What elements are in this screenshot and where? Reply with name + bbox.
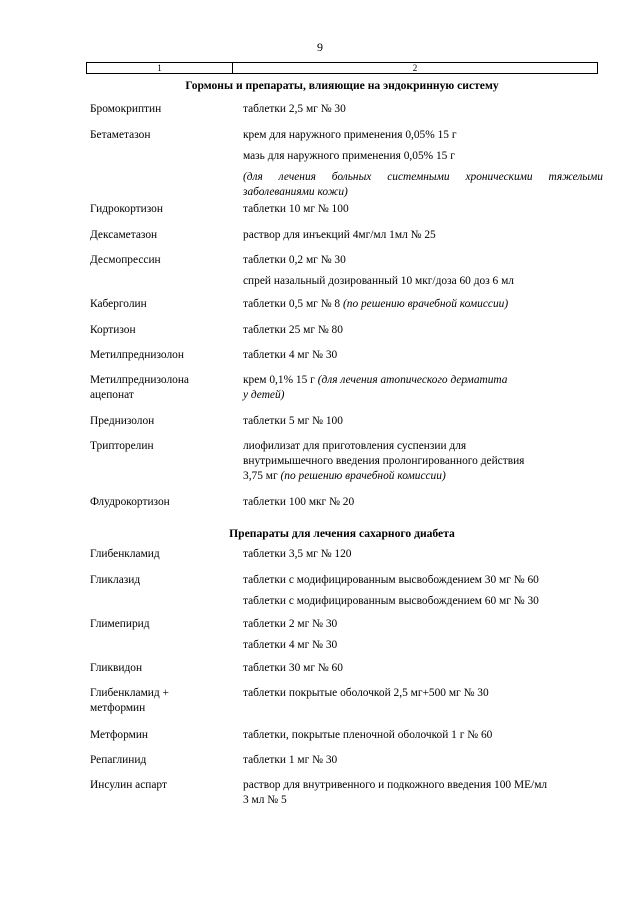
dosage-forms	[243, 547, 603, 562]
drug-name-line: Глибенкламид	[90, 548, 160, 560]
dosage-line	[243, 274, 603, 289]
dosage-form	[243, 102, 603, 117]
dosage-text: таблетки 0,5 мг № 8	[243, 298, 343, 310]
dosage-form	[243, 348, 603, 363]
dosage-form	[243, 439, 603, 484]
dosage-form	[243, 323, 603, 338]
dosage-text: таблетки 4 мг № 30	[243, 349, 338, 361]
dosage-line	[243, 638, 603, 653]
drug-name	[90, 617, 240, 632]
drug-name	[90, 297, 240, 312]
dosage-text: раствор для внутривенного и подкожного введения 100 МЕ/мл	[243, 779, 548, 791]
drug-name	[90, 414, 240, 429]
drug-name-line: Флудрокортизон	[90, 496, 170, 508]
dosage-forms	[243, 495, 603, 510]
dosage-form	[243, 495, 603, 510]
dosage-note: (по решению врачебной комиссии)	[280, 470, 446, 482]
dosage-line	[243, 547, 603, 562]
dosage-line	[243, 469, 603, 484]
drug-name-line: Бетаметазон	[90, 129, 151, 141]
section-title: Гормоны и препараты, влияющие на эндокринную систему	[185, 79, 499, 92]
dosage-line	[243, 495, 603, 510]
dosage-text: мазь для наружного применения 0,05% 15 г	[243, 150, 455, 162]
dosage-form	[243, 202, 603, 217]
dosage-line	[243, 439, 603, 454]
dosage-form	[243, 547, 603, 562]
dosage-form	[243, 686, 603, 701]
dosage-text: таблетки с модифицированным высвобождением 30 мг № 60	[243, 574, 539, 586]
dosage-form	[243, 297, 603, 312]
drug-name-line: Преднизолон	[90, 415, 155, 427]
drug-name-line: Глимепирид	[90, 618, 150, 630]
drug-name	[90, 753, 240, 768]
drug-name	[90, 128, 240, 143]
dosage-forms	[243, 439, 603, 484]
dosage-forms	[243, 617, 603, 653]
drug-name-line: Бромокриптин	[90, 103, 162, 115]
drug-name	[90, 102, 240, 117]
drug-name	[90, 495, 240, 510]
dosage-form	[243, 728, 603, 743]
section-title: Препараты для лечения сахарного диабета	[229, 527, 455, 540]
dosage-text: таблетки 3,5 мг № 120	[243, 548, 352, 560]
dosage-line	[243, 102, 603, 117]
dosage-line	[243, 778, 603, 793]
dosage-text: внутримышечного введения пролонгированного действия	[243, 455, 525, 467]
drug-name-line: Гликлазид	[90, 574, 141, 586]
dosage-form	[243, 253, 603, 268]
drug-name	[90, 439, 240, 454]
dosage-text: таблетки 2 мг № 30	[243, 618, 338, 630]
dosage-line	[243, 348, 603, 363]
dosage-text: таблетки 2,5 мг № 30	[243, 103, 346, 115]
drug-name-line: Каберголин	[90, 298, 147, 310]
dosage-form	[243, 128, 603, 143]
dosage-line	[243, 686, 603, 701]
dosage-forms	[243, 573, 603, 609]
dosage-line	[243, 388, 603, 403]
dosage-line	[243, 228, 603, 243]
drug-name-line: Инсулин аспарт	[90, 779, 167, 791]
drug-name-line: Метформин	[90, 729, 149, 741]
dosage-text: таблетки 1 мг № 30	[243, 754, 338, 766]
drug-name	[90, 547, 240, 562]
dosage-form	[243, 170, 603, 200]
dosage-line	[243, 253, 603, 268]
dosage-text: 3 мл № 5	[243, 794, 287, 806]
drug-name-line: ацепонат	[90, 389, 134, 401]
column-header-1: 1	[87, 63, 233, 74]
dosage-forms	[243, 778, 603, 808]
dosage-forms	[243, 728, 603, 743]
dosage-forms	[243, 753, 603, 768]
dosage-text: таблетки 25 мг № 80	[243, 324, 343, 336]
dosage-line	[243, 323, 603, 338]
dosage-forms	[243, 686, 603, 701]
dosage-form	[243, 661, 603, 676]
drug-name	[90, 202, 240, 217]
column-header-2: 2	[233, 63, 598, 74]
drug-name-line: метформин	[90, 702, 146, 714]
dosage-text: таблетки 100 мкг № 20	[243, 496, 355, 508]
dosage-note: (по решению врачебной комиссии)	[342, 298, 509, 310]
dosage-forms	[243, 661, 603, 676]
dosage-text: крем 0,1% 15 г	[243, 374, 318, 386]
dosage-form	[243, 778, 603, 808]
drug-name	[90, 778, 240, 793]
dosage-form	[243, 373, 603, 403]
dosage-forms	[243, 297, 603, 312]
dosage-line	[243, 793, 603, 808]
dosage-text: таблетки 0,2 мг № 30	[243, 254, 346, 266]
dosage-text: крем для наружного применения 0,05% 15 г	[243, 129, 457, 141]
dosage-text: спрей назальный дозированный 10 мкг/доза 60 доз 6 мл	[243, 275, 514, 287]
dosage-line	[243, 202, 603, 217]
drug-name	[90, 573, 240, 588]
dosage-form	[243, 274, 603, 289]
drug-name-line: Гликвидон	[90, 662, 143, 674]
dosage-text: 3,75 мг	[243, 470, 281, 482]
dosage-line	[243, 661, 603, 676]
dosage-forms	[243, 202, 603, 217]
dosage-form	[243, 573, 603, 588]
dosage-form	[243, 414, 603, 429]
drug-name-line: Десмопрессин	[90, 254, 161, 266]
dosage-text: таблетки 4 мг № 30	[243, 639, 338, 651]
dosage-text: лиофилизат для приготовления суспензии для	[243, 440, 467, 452]
dosage-text: таблетки с модифицированным высвобождением 60 мг № 30	[243, 595, 539, 607]
dosage-line	[243, 573, 603, 588]
dosage-forms	[243, 102, 603, 117]
dosage-note: (для лечения атопического дерматита	[317, 374, 508, 386]
drug-name-line: Глибенкламид +	[90, 687, 169, 699]
dosage-text: таблетки 5 мг № 100	[243, 415, 343, 427]
dosage-note: (для лечения больных системными хроническими тяжелыми	[243, 171, 603, 183]
drug-name	[90, 348, 240, 363]
dosage-line	[243, 414, 603, 429]
dosage-line	[243, 373, 603, 388]
drug-name	[90, 253, 240, 268]
drug-name-line: Метилпреднизолона	[90, 374, 189, 386]
dosage-line	[243, 454, 603, 469]
column-header-table	[86, 62, 598, 74]
drug-name-line: Дексаметазон	[90, 229, 158, 241]
dosage-forms	[243, 253, 603, 289]
dosage-forms	[243, 348, 603, 363]
dosage-line	[243, 728, 603, 743]
drug-name-line: Репаглинид	[90, 754, 147, 766]
drug-name	[90, 728, 240, 743]
dosage-note: заболеваниями кожи)	[243, 186, 348, 198]
dosage-line	[243, 297, 603, 312]
dosage-forms	[243, 373, 603, 403]
dosage-form	[243, 617, 603, 632]
dosage-form	[243, 228, 603, 243]
dosage-forms	[243, 323, 603, 338]
dosage-line	[243, 149, 603, 164]
dosage-text: таблетки 10 мг № 100	[243, 203, 349, 215]
dosage-form	[243, 149, 603, 164]
dosage-form	[243, 753, 603, 768]
dosage-form	[243, 594, 603, 609]
dosage-forms	[243, 128, 603, 200]
drug-name-line: Гидрокортизон	[90, 203, 163, 215]
dosage-note: у детей)	[243, 389, 285, 401]
drug-name	[90, 323, 240, 338]
drug-name	[90, 228, 240, 243]
drug-name-line: Трипторелин	[90, 440, 154, 452]
dosage-forms	[243, 414, 603, 429]
dosage-line	[243, 617, 603, 632]
dosage-forms	[243, 228, 603, 243]
page-number: 9	[317, 40, 323, 54]
dosage-line	[243, 170, 603, 185]
drug-name	[90, 373, 240, 403]
dosage-form	[243, 638, 603, 653]
dosage-text: таблетки, покрытые пленочной оболочкой 1 г № 60	[243, 729, 493, 741]
dosage-text: раствор для инъекций 4мг/мл 1мл № 25	[243, 229, 436, 241]
dosage-line	[243, 753, 603, 768]
dosage-line	[243, 128, 603, 143]
drug-name	[90, 686, 240, 716]
drug-name-line: Метилпреднизолон	[90, 349, 184, 361]
drug-name-line: Кортизон	[90, 324, 136, 336]
dosage-line	[243, 185, 603, 200]
drug-name	[90, 661, 240, 676]
dosage-text: таблетки покрытые оболочкой 2,5 мг+500 мг № 30	[243, 687, 489, 699]
dosage-line	[243, 594, 603, 609]
dosage-text: таблетки 30 мг № 60	[243, 662, 343, 674]
